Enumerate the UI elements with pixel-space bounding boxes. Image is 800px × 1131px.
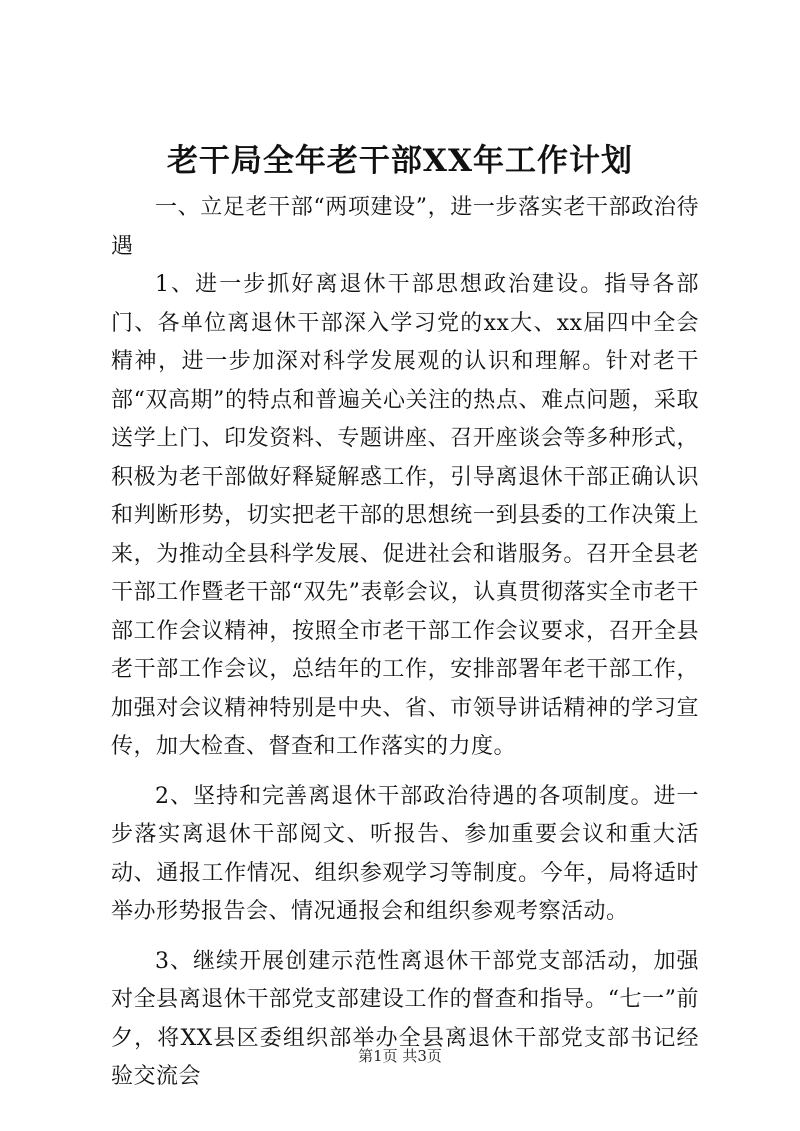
document-body	[111, 189, 699, 1097]
paragraph-spacer	[111, 767, 699, 778]
paragraph-3: 3、继续开展创建示范性离退休干部党支部活动，加强对全县离退休干部党支部建设工作的督查和指导。“七一”前夕，将XX县区委组织部举办全县离退休干部党支部书记经验交流会	[111, 948, 699, 1089]
paragraph-spacer	[111, 932, 699, 943]
page-footer: 第1页 共3页	[358, 1047, 442, 1065]
document-title: 老干局全年老干部XX年工作计划	[166, 143, 634, 179]
paragraph-1: 1、进一步抓好离退休干部思想政治建设。指导各部门、各单位离退休干部深入学习党的xx大、xx届四中全会精神，进一步加深对科学发展观的认识和理解。针对老干部“双高期”的特点和普遍关心关注的热点、难点问题，采取送学上门、印发资料、专题讲座、召开座谈会等多种形式，积极为老干部做好释疑解惑工作，引导离退休干部正确认识和判断形势，切实把老干部的思想统一到县委的工作决策上来，为推动全县科学发展、促进社会和谐服务。召开全县老干部工作暨老干部“双先”表彰会议，认真贯彻落实全市老干部工作会议精神，按照全市老干部工作会议要求，召开全县老干部工作会议，总结年的工作，安排部署年老干部工作，加强对会议精神特别是中央、省、市领导讲话精神的学习宣传，加大检查、督查和工作落实的力度。	[111, 272, 699, 759]
section-heading: 一、立足老干部“两项建设”，进一步落实老干部政治待遇	[111, 195, 699, 259]
paragraph-2: 2、坚持和完善离退休干部政治待遇的各项制度。进一步落实离退休干部阅文、听报告、参加重要会议和重大活动、通报工作情况、组织参观学习等制度。今年，局将适时举办形势报告会、情况通报会和组织参观考察活动。	[111, 783, 699, 924]
